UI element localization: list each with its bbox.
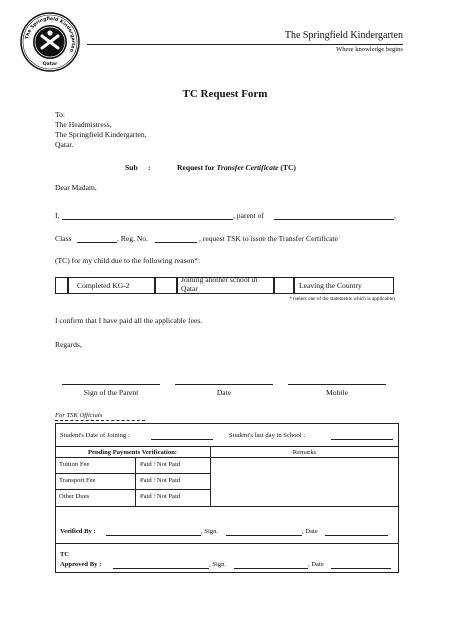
reason-checkbox-2[interactable]: [155, 277, 177, 294]
verified-by-field[interactable]: [106, 535, 201, 536]
parent-sign-field[interactable]: [62, 384, 160, 385]
verified-sign-label: , Sign.: [201, 528, 219, 535]
mobile-label: Mobile: [326, 388, 348, 397]
fee-status[interactable]: Paid / Not Paid: [140, 461, 181, 468]
date-field[interactable]: [175, 384, 273, 385]
reg-label: , Reg. No.: [117, 234, 149, 243]
regards-text: Regards,: [55, 340, 82, 349]
officials-heading-rule: [55, 420, 145, 421]
date-joining-label: Student's Date of Joining :: [60, 432, 130, 439]
reason-checkbox-1[interactable]: [55, 277, 68, 294]
subject-colon: :: [148, 163, 151, 172]
line-i-parent-of: , parent of: [233, 211, 264, 220]
reason-3-label: Leaving the Country: [299, 281, 362, 290]
verified-by-label: Verified By :: [60, 528, 96, 535]
subject-text: Request for Transfer Certificate (TC): [177, 163, 296, 172]
line-i-start: I,: [55, 211, 60, 220]
fee-name: Transport Fee: [59, 477, 96, 484]
sign-parent-label: Sign of the Parent: [83, 388, 139, 397]
fee-status[interactable]: Paid / Not Paid: [140, 477, 181, 484]
header-rule: [87, 44, 403, 45]
address-line3: Qatar.: [55, 140, 74, 149]
reg-no-field[interactable]: [155, 242, 197, 243]
parent-name-field[interactable]: [62, 219, 233, 220]
grid-header-rule: [55, 457, 399, 458]
logo-bottom-text: Qatar: [42, 62, 58, 67]
reasons-note: * (select one of the statements which is applicable): [289, 296, 395, 302]
pending-header: Pending Payments Verification:: [87, 449, 177, 456]
tc-label: TC: [60, 551, 70, 558]
reason-2-label: Joining another school in Qatar: [181, 275, 258, 293]
school-name: The Springfield Kindergarten: [284, 30, 403, 41]
tc-reason-text: (TC) for my child due to the following reason*:: [55, 256, 201, 265]
fee-row-rule: [55, 489, 210, 490]
child-name-field[interactable]: [274, 219, 394, 220]
grid-col-divider-2: [210, 446, 211, 507]
verified-row-rule: [55, 543, 399, 544]
officials-heading: For TSK Officials: [55, 412, 103, 419]
mobile-field[interactable]: [288, 384, 386, 385]
approved-by-field[interactable]: [113, 568, 209, 569]
approved-by-label: Approved By :: [60, 561, 102, 568]
fee-row-rule: [55, 473, 210, 474]
last-day-label: Student's last day in School :: [229, 432, 306, 439]
fee-status[interactable]: Paid / Not Paid: [140, 493, 181, 500]
form-title: TC Request Form: [182, 88, 268, 100]
tagline: Where knowledge begins: [335, 46, 403, 53]
grid-top-rule: [55, 446, 399, 447]
approved-date-field[interactable]: [331, 568, 391, 569]
fee-name: Tuition Fee: [59, 461, 90, 468]
verified-date-field[interactable]: [325, 535, 388, 536]
reason-1-label: Completed KG-2: [77, 281, 130, 290]
logo-ring-text: The Springfield Kindergarten: [25, 16, 76, 53]
grid-col-divider-1: [135, 457, 136, 507]
fee-name: Other Dues: [59, 493, 90, 500]
confirmation-text: I confirm that I have paid all the applicable fees.: [55, 316, 203, 325]
address-line2: The Springfield Kindergarten,: [55, 130, 147, 139]
school-logo: [20, 12, 80, 72]
class-label: Class: [55, 234, 72, 243]
request-text: , request TSK to issue the Transfer Certificate: [199, 234, 339, 243]
verified-date-label: , Date: [302, 528, 318, 535]
class-field[interactable]: [77, 242, 117, 243]
remarks-header: Remarks: [292, 449, 317, 456]
last-day-field[interactable]: [331, 439, 393, 440]
subject-label: Sub: [125, 163, 138, 172]
approved-sign-label: , Sign.: [209, 561, 227, 568]
verified-sign-field[interactable]: [226, 535, 302, 536]
address-line1: The Headmistress,: [55, 120, 112, 129]
reason-checkbox-3[interactable]: [274, 277, 294, 294]
address-block: [55, 110, 147, 150]
salutation: Dear Madam,: [55, 183, 97, 192]
grid-bottom-rule: [55, 506, 399, 507]
approved-sign-field[interactable]: [234, 568, 308, 569]
date-label: Date: [216, 388, 232, 397]
line-i-end: ,: [394, 211, 396, 220]
date-joining-field[interactable]: [151, 439, 213, 440]
approved-date-label: , Date: [308, 561, 324, 568]
address-to: To:: [55, 110, 66, 119]
